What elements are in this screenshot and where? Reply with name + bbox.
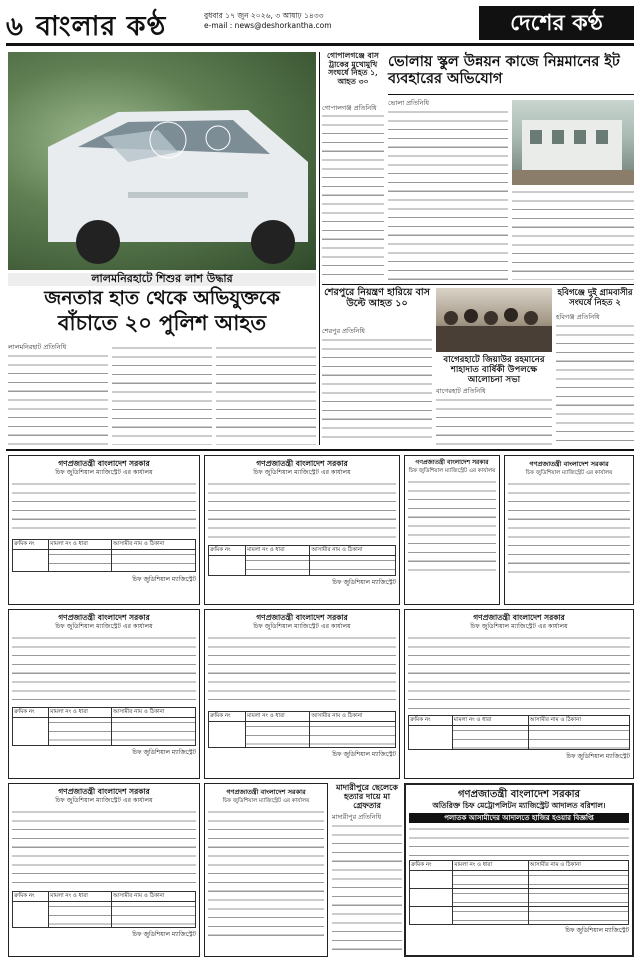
ad-signature: চিফ জুডিশিয়াল ম্যাজিস্ট্রেট	[332, 751, 396, 759]
col-sl: ক্রমিক নং	[13, 540, 49, 550]
lead-body-col-1	[8, 352, 108, 445]
ad-signature: চিফ জুডিশিয়াল ম্যাজিস্ট্রেট	[566, 753, 630, 761]
col-accused: আসামীর নাম ও ঠিকানা	[112, 540, 196, 550]
bagerhat-body	[436, 396, 552, 445]
ad-table	[408, 715, 630, 750]
lead-kicker: লালমনিরহাটে শিশুর লাশ উদ্ধার	[8, 273, 316, 286]
ad-court-barisal: অতিরিক্ত চিফ মেট্রোপলিটন ম্যাজিস্ট্রেট আদালত বরিশাল।	[432, 801, 606, 810]
habiganj-byline: হবিগঞ্জ প্রতিনিধি	[556, 313, 600, 321]
lead-body-col-3	[216, 344, 316, 445]
col-case: মামলা নং ও ধারা	[452, 716, 528, 726]
ad-body	[12, 634, 196, 704]
col-sl: ক্রমিক নং	[13, 708, 49, 718]
ad-govt-title: গণপ্রজাতন্ত্রী বাংলাদেশ সরকার	[256, 459, 348, 468]
ad-table	[208, 711, 396, 748]
col-case: মামলা নং ও ধারা	[49, 540, 112, 550]
ad-court-title: চিফ জুডিশিয়াল ম্যাজিস্ট্রেট এর কার্যালয়	[222, 798, 310, 804]
ad-govt-title: গণপ্রজাতন্ত্রী বাংলাদেশ সরকার	[256, 613, 348, 622]
ad-signature: চিফ জুডিশিয়াল ম্যাজিস্ট্রেট	[565, 927, 629, 934]
ad-notice-title: পলাতক আসামীদের আদালতে হাজির হওয়ার বিজ্ঞপ্তি	[409, 813, 629, 823]
ad-notice-barisal	[404, 783, 634, 957]
ad-notice-7	[404, 609, 634, 779]
ad-body	[208, 480, 396, 542]
col-accused: আসামীর নাম ও ঠিকানা	[528, 861, 628, 871]
ads-divider	[6, 449, 634, 451]
ad-table	[12, 707, 196, 746]
ad-signature: চিফ জুডিশিয়াল ম্যাজিস্ট্রেট	[132, 576, 196, 584]
ad-signature: চিফ জুডিশিয়াল ম্যাজিস্ট্রেট	[132, 749, 196, 757]
madaripur-body	[332, 822, 402, 957]
col-case: মামলা নং ও ধারা	[246, 546, 310, 556]
bhola-byline: ভোলা প্রতিনিধি	[388, 99, 429, 107]
column-rule	[319, 52, 320, 445]
ad-court-title: চিফ জুডিশিয়াল ম্যাজিস্ট্রেট এর কার্যালয়	[408, 468, 496, 474]
ad-govt-title: গণপ্রজাতন্ত্রী বাংলাদেশ সরকার	[415, 459, 489, 466]
bus-byline: গোপালগঞ্জ প্রতিনিধি	[322, 104, 377, 112]
ad-notice-3	[404, 455, 500, 605]
ad-govt-title: গণপ্রজাতন্ত্রী বাংলাদেশ সরকার	[529, 460, 609, 468]
ad-signature: চিফ জুডিশিয়াল ম্যাজিস্ট্রেট	[132, 931, 196, 939]
ad-body	[12, 480, 196, 536]
ad-govt-title: গণপ্রজাতন্ত্রী বাংলাদেশ সরকার	[473, 613, 565, 622]
issue-date: বুধবার ১৭ জুন ২০২৬, ৩ আষাঢ় ১৪৩৩	[204, 11, 324, 20]
col-sl: ক্রমিক নং	[410, 861, 453, 871]
ad-notice-6	[204, 609, 400, 779]
lead-headline-1: জনতার হাত থেকে অভিযুক্তকে	[44, 287, 280, 309]
ad-court-title: চিফ জুডিশিয়াল ম্যাজিস্ট্রেট এর কার্যালয়	[253, 469, 351, 476]
habiganj-headline: হবিগঞ্জে দুই গ্রামবাসীর সংঘর্ষে নিহত ২	[557, 287, 633, 307]
damaged-car-image	[8, 52, 316, 270]
bus-body	[322, 112, 384, 280]
ad-notice-8	[8, 783, 200, 957]
ad-notice-4	[504, 455, 634, 605]
bus-headline: গোপালগঞ্জে বাস ট্রাকের মুখোমুখি সংঘর্ষে নিহত ১, আহত ৩০	[327, 51, 379, 87]
col-accused: আসামীর নাম ও ঠিকানা	[310, 712, 396, 722]
page-number: ৬	[6, 12, 23, 42]
col-case: মামলা নং ও ধারা	[453, 861, 528, 871]
lead-body-col-2	[112, 344, 212, 445]
lead-byline: লালমনিরহাট প্রতিনিধি	[8, 343, 67, 351]
col-accused: আসামীর নাম ও ঠিকানা	[112, 708, 196, 718]
ad-court-title: চিফ জুডিশিয়াল ম্যাজিস্ট্রেট এর কার্যালয়	[253, 623, 351, 630]
bhola-body-col-1	[388, 108, 508, 280]
col-sl: ক্রমিক নং	[209, 712, 246, 722]
ad-govt-title: গণপ্রজাতন্ত্রী বাংলাদেশ সরকার	[58, 787, 150, 796]
date-line	[204, 11, 332, 31]
ad-notice-1	[8, 455, 200, 605]
col-sl: ক্রমিক নং	[13, 892, 49, 902]
meeting-crowd-image	[436, 288, 552, 352]
ad-court-title: চিফ জুডিশিয়াল ম্যাজিস্ট্রেট এর কার্যালয়	[55, 797, 153, 804]
bhola-body-col-2	[512, 188, 634, 280]
ad-body	[409, 825, 629, 857]
section-title: দেশের কণ্ঠ	[479, 6, 634, 40]
section-rule	[322, 284, 634, 285]
ad-body	[12, 808, 196, 888]
ad-body	[408, 478, 496, 578]
ad-table	[12, 891, 196, 928]
col-sl: ক্রমিক নং	[409, 716, 453, 726]
ad-signature: চিফ জুডিশিয়াল ম্যাজিস্ট্রেট	[332, 579, 396, 587]
bhola-photo	[512, 100, 634, 185]
col-case: মামলা নং ও ধারা	[49, 892, 112, 902]
ad-body	[408, 634, 630, 712]
ad-body	[208, 634, 396, 708]
ad-govt-title: গণপ্রজাতন্ত্রী বাংলাদেশ সরকার	[58, 459, 150, 468]
madaripur-byline: মাদারীপুর প্রতিনিধি	[332, 813, 382, 821]
col-sl: ক্রমিক নং	[209, 546, 246, 556]
ad-table	[409, 860, 629, 925]
school-building-image	[512, 100, 634, 185]
bhola-headline: ভোলায় স্কুল উন্নয়ন কাজে নিম্নমানের ইট ব্যবহারের অভিযোগ	[388, 53, 620, 87]
ad-court-title: চিফ জুডিশিয়াল ম্যাজিস্ট্রেট এর কার্যালয়	[55, 469, 153, 476]
ad-table	[208, 545, 396, 576]
masthead-title: বাংলার কণ্ঠ	[36, 11, 167, 42]
page-header	[6, 6, 634, 46]
ad-notice-2	[204, 455, 400, 605]
ad-notice-5	[8, 609, 200, 779]
col-accused: আসামীর নাম ও ঠিকানা	[310, 546, 396, 556]
ad-notice-9	[204, 783, 328, 957]
ad-govt-title: গণপ্রজাতন্ত্রী বাংলাদেশ সরকার	[226, 788, 306, 796]
habiganj-body	[556, 322, 634, 445]
sherpur-byline: শেরপুর প্রতিনিধি	[322, 327, 365, 335]
ad-court-title: চিফ জুডিশিয়াল ম্যাজিস্ট্রেট এর কার্যালয়	[470, 623, 568, 630]
bagerhat-headline: বাগেরহাটে জিয়াউর রহমানের শাহাদাত বার্ষিকী উপলক্ষে আলোচনা সভা	[443, 355, 545, 385]
col-accused: আসামীর নাম ও ঠিকানা	[112, 892, 196, 902]
lead-photo	[8, 52, 316, 270]
ad-court-title: চিফ জুডিশিয়াল ম্যাজিস্ট্রেট এর কার্যালয়	[55, 623, 153, 630]
madaripur-headline: মাদারীপুরে ছেলেকে হত্যার দায়ে মা গ্রেফতার	[336, 782, 398, 811]
lead-headline-2: বাঁচাতে ২০ পুলিশ আহত	[57, 310, 267, 335]
ad-govt-title: গণপ্রজাতন্ত্রী বাংলাদেশ সরকার	[58, 613, 150, 622]
ad-body	[208, 808, 324, 938]
bagerhat-photo	[436, 288, 552, 352]
col-case: মামলা নং ও ধারা	[246, 712, 310, 722]
sherpur-body	[322, 336, 432, 445]
bagerhat-byline: বাগেরহাট প্রতিনিধি	[436, 387, 486, 395]
headline-rule	[388, 94, 634, 95]
col-accused: আসামীর নাম ও ঠিকানা	[528, 716, 629, 726]
email-address: e-mail : news@deshorkantha.com	[204, 21, 332, 30]
ad-table	[12, 539, 196, 572]
ad-body	[508, 480, 630, 580]
ad-court-title: চিফ জুডিশিয়াল ম্যাজিস্ট্রেট এর কার্যালয়	[525, 470, 613, 476]
sherpur-headline: শেরপুরে নিয়ন্ত্রণ হারিয়ে বাস উল্টে আহত ১০	[324, 287, 430, 309]
ad-govt-title: গণপ্রজাতন্ত্রী বাংলাদেশ সরকার	[458, 789, 580, 800]
col-case: মামলা নং ও ধারা	[49, 708, 112, 718]
